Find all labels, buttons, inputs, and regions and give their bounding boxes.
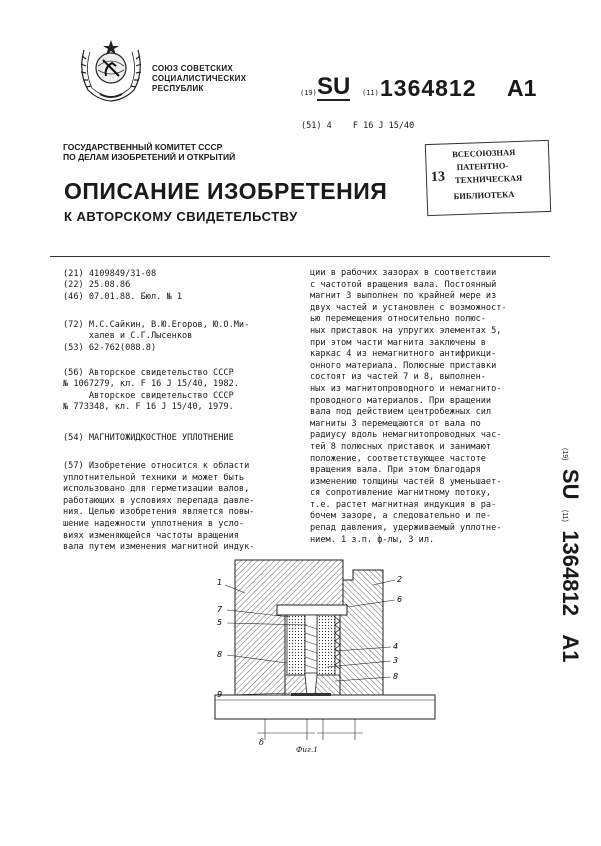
magnet-right [317,615,335,675]
magnet-cage-top [277,605,347,615]
patent-number: 1364812 [380,75,477,101]
magnet-left [287,615,305,675]
abstract-left: (57) Изобретение относится к области уплотнительной техники и может быть использовано для герметизации валов, работающих в условиях перепада давле- ния. Целью изобретения является повы- шение надежности уплотнения в усло- виях изменяющейся частоты вращения вала путем изменения магнитной индук- [63,461,255,553]
side-patent-label: (19) SU (11) 1364812 A1 [558,448,583,663]
figure-1 [195,555,450,755]
committee-name: ГОСУДАРСТВЕННЫЙ КОМИТЕТ СССР ПО ДЕЛАМ ИЗОБРЕТЕНИЙ И ОТКРЫТИЙ [63,142,236,162]
label-7: 7 [217,605,223,614]
label-delta: δ [259,738,264,747]
document-title: ОПИСАНИЕ ИЗОБРЕТЕНИЯ [64,178,388,204]
label-8b: 8 [393,672,399,681]
code-11: (11) [362,89,379,97]
stamp-number: 13 [430,169,446,185]
label-5: 5 [217,618,223,627]
library-stamp: ВСЕСОЮЗНАЯ ПАТЕНТНО- ТЕХНИЧЕСКАЯ БИБЛИОТЕКА 13 [425,140,551,216]
patent-kind: A1 [507,75,537,101]
biblio-references: (56) Авторское свидетельство СССР № 1067279, кл. F 16 J 15/40, 1982. Авторское свидетельство СССР № 773348, кл. F 16 J 15/40, 1979. [63,368,239,412]
shaft [215,695,435,719]
cage-center [305,615,317,673]
label-1: 1 [217,578,223,587]
biblio-filing: (21) 4109849/31-08 (22) 25.08.86 (46) 07.01.88. Бюл. № 1 [63,269,182,302]
ipc-prefix: (51) 4 [301,121,332,131]
country-code: SU [317,73,351,100]
ussr-emblem [76,38,146,104]
header-divider [50,256,550,257]
label-2: 2 [397,575,403,584]
label-6: 6 [397,595,403,604]
pole-piece-left [285,675,307,695]
ipc-class [301,121,414,131]
biblio-inventors: (72) М.С.Сайкин, В.Ю.Егоров, Ю.О.Ми- халев и С.Г.Лысенков (53) 62-762(088.8) [63,320,250,353]
label-8: 8 [217,650,223,659]
biblio-title: (54) МАГНИТОЖИДКОСТНОЕ УПЛОТНЕНИЕ [63,433,234,443]
code-19: (19) [300,89,317,97]
label-4: 4 [393,642,399,651]
abstract-right: ции в рабочих зазорах в соответствии с частотой вращения вала. Постоянный магнит 3 выполнен по крайней мере из двух частей и установлен с возможност- ью перемещения относительно полюс- ных приставок на упругих элементах 5, при этом части магнита заключены в каркас 4 из немагнитного антифрикци- онного материала. Полюсные приставки состоят из частей 7 и 8, выполнен- ных из магнитопроводного и немагнито- проводного материалов. При вращении вала под действием центробежных сил магниты 3 перемещаются от вала по радиусу вдоль немагнитопроводных час- тей 8 полюсных приставок и занимают положение, соответствующее частоте вращения вала. При этом благодаря изменению толщины частей 8 уменьшает- ся сопротивление магнитному потоку, т.е. растет магнитная индукция в ра- бочем зазоре, а следовательно и пе- репад давления, удерживаемый уплотне- нием. 1 з.п. ф-лы, 3 ил. [310,268,507,545]
label-9: 9 [217,690,223,699]
document-subtitle: К АВТОРСКОМУ СВИДЕТЕЛЬСТВУ [64,209,298,224]
ipc-code: F 16 J 15/40 [352,121,415,131]
pole-piece-right [315,675,340,695]
patent-number-block [300,73,560,105]
ussr-name: СОЮЗ СОВЕТСКИХ СОЦИАЛИСТИЧЕСКИХ РЕСПУБЛИК [152,64,247,93]
housing-part-2 [340,560,383,695]
figure-caption: Фиг.1 [296,745,319,754]
label-3: 3 [393,656,399,665]
